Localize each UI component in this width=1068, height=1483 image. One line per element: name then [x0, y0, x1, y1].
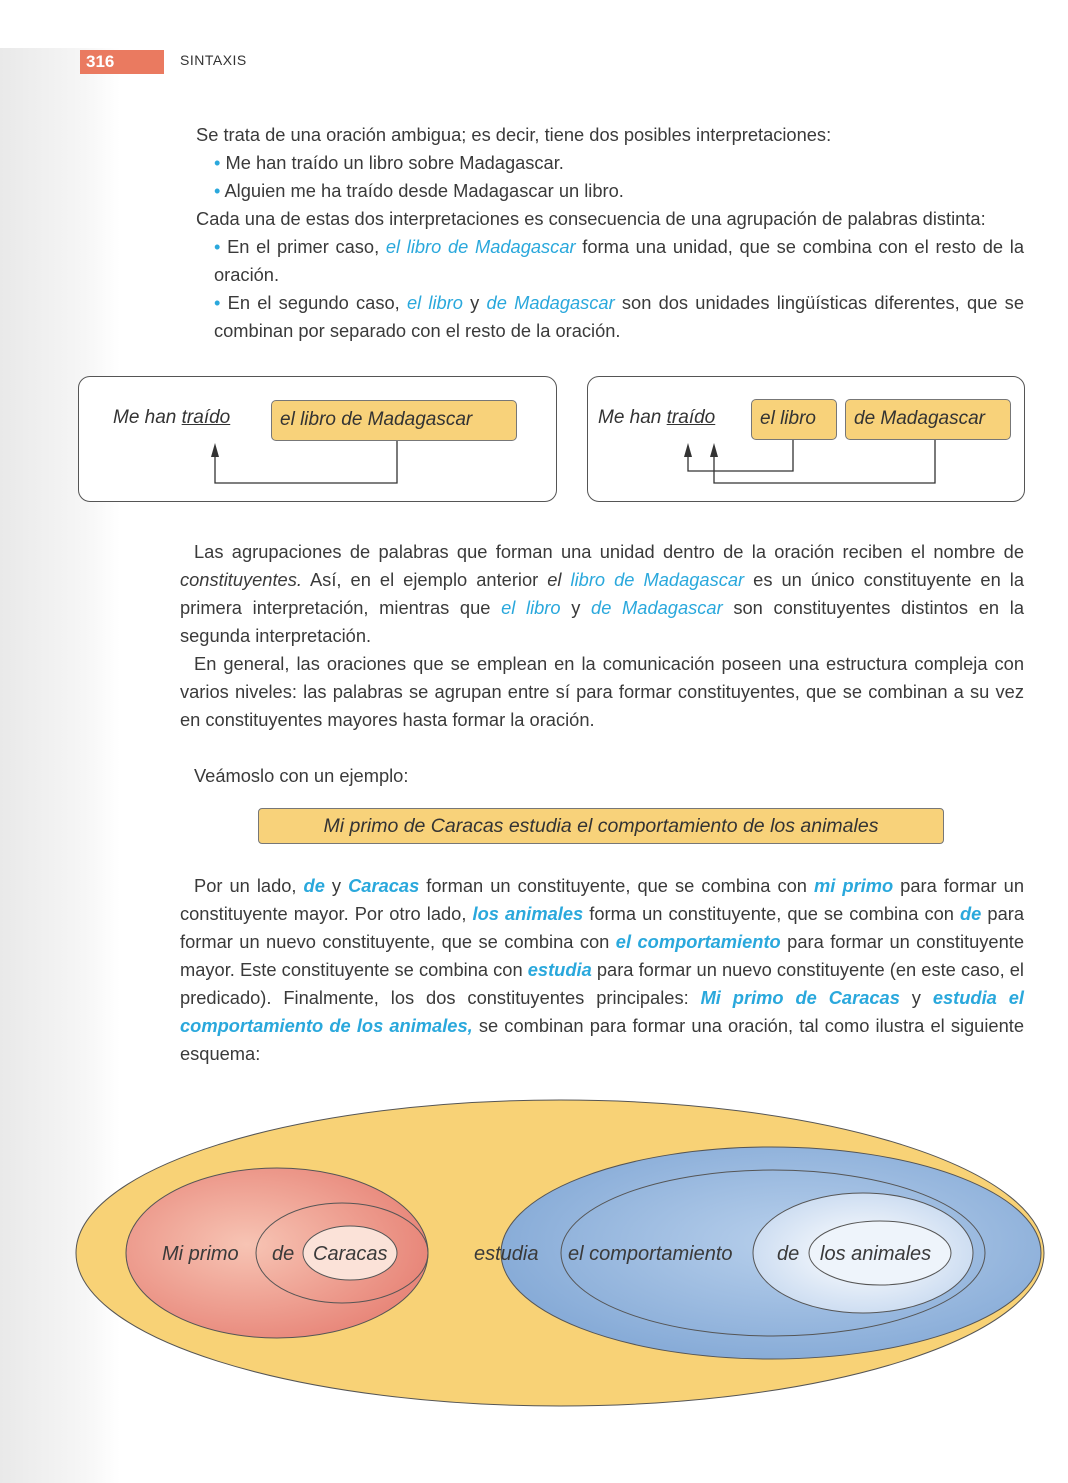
scheme-word-de-2: de [777, 1243, 800, 1265]
scheme-word-de-1: de [272, 1243, 295, 1265]
diagram-interpretation-1 [78, 376, 557, 502]
scheme-word-mi-primo: Mi primo [162, 1243, 239, 1265]
constituent-scheme [70, 1090, 1050, 1420]
intro-bullet-3: • En el primer caso, el libro de Madagascar forma una unidad, que se combina con el resto de la oración. [214, 236, 1025, 285]
diagram1-verb-phrase: Me han traído [113, 407, 231, 428]
intro-line-1: Se trata de una oración ambigua; es decir, tiene dos posibles interpretaciones: [196, 124, 832, 145]
intro-bullet-4: • En el segundo caso, el libro y de Madagascar son dos unidades lingüísticas diferentes, que se combinan por separado con el resto de la oración. [214, 292, 1024, 341]
example-sentence-box: Mi primo de Caracas estudia el comportamiento de los animales [258, 808, 944, 844]
scheme-word-los-animales: los animales [820, 1243, 932, 1265]
scheme-word-estudia: estudia [474, 1243, 539, 1265]
paragraph-constituents: Las agrupaciones de palabras que forman una unidad dentro de la oración reciben el nombre de constituyentes. Así, en el ejemplo anterior el libro de Madagascar es un único constituyente en la primera interpretación, mientras que el libro y de Madagascar son constituyentes distintos en la segunda interpretación. [180, 541, 1025, 646]
diagram-interpretation-2 [587, 376, 1025, 502]
diagram2-box-de-madagascar: de Madagascar [845, 399, 1011, 440]
intro-line-2: Cada una de estas dos interpretaciones es consecuencia de una agrupación de palabras distinta: [196, 208, 986, 229]
diagram2-arrows [588, 377, 1024, 501]
intro-bullet-1: • Me han traído un libro sobre Madagascar. [214, 152, 564, 173]
paragraph-structure: En general, las oraciones que se emplean en la comunicación poseen una estructura compleja con varios niveles: las palabras se agrupan entre sí para formar constituyentes, que se combinan a su vez en constituyentes mayores hasta formar la oración. [180, 653, 1024, 730]
diagram2-verb-phrase: Me han traído [598, 407, 716, 428]
paragraph-example-analysis: Por un lado, de y Caracas forman un constituyente, que se combina con mi primo para formar un constituyente mayor. Por otro lado, los animales forma un constituyente, que se combina con de para formar un nuevo constituyente, que se combina con el comportamiento para formar un constituyente mayor. Este constituyente se combina con estudia para formar un nuevo constituyente (en este caso, el predicado). Finalmente, los dos constituyentes principales: Mi primo de Caracas y estudia el comportamiento de los animales, se combinan para formar una oración, tal como ilustra el siguiente esquema: [180, 875, 1025, 1064]
example-intro: Veámoslo con un ejemplo: [194, 765, 409, 786]
intro-bullet-2: • Alguien me ha traído desde Madagascar un libro. [214, 180, 624, 201]
diagram2-box-el-libro: el libro [751, 399, 837, 440]
scheme-word-el-comportamiento: el comportamiento [568, 1243, 733, 1265]
page-number: 316 [80, 50, 164, 74]
page-top [0, 0, 1068, 48]
section-title: SINTAXIS [180, 52, 247, 68]
diagram1-arrow [79, 377, 556, 501]
diagram1-constituent-box: el libro de Madagascar [271, 400, 517, 441]
scheme-word-caracas: Caracas [313, 1243, 388, 1265]
